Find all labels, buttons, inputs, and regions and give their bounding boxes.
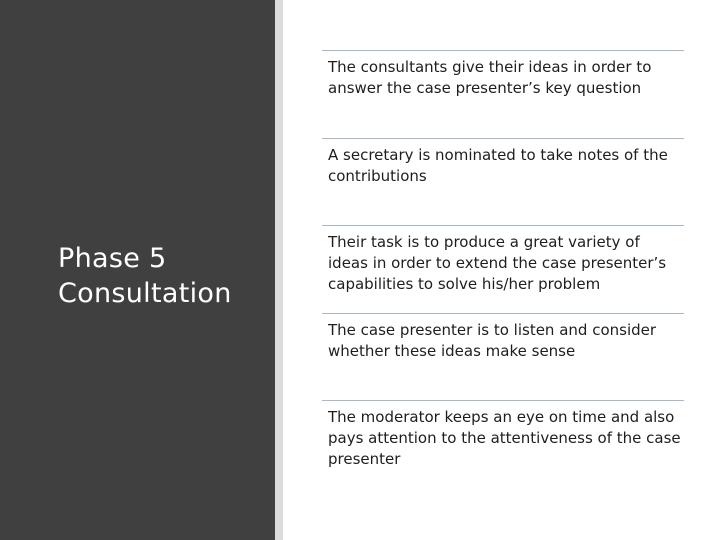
list-item [322,225,684,313]
list-item-text: The case presenter is to listen and consider whether these ideas make sense [328,320,657,360]
list-item-text: The consultants give their ideas in order to answer the case presenter’s key question [328,58,652,97]
list-item [322,138,684,226]
list-item [322,400,684,488]
list-item [322,50,684,138]
bullet-list [322,50,684,488]
list-item-text: A secretary is nominated to take notes of the contributions [328,145,668,185]
list-item-text: The moderator keeps an eye on time and also pays attention to the attentiveness of the case presenter [328,408,681,468]
panel-edge-divider [275,0,283,540]
slide-title-line-1: Phase 5 [58,243,167,274]
list-item [322,313,684,401]
slide-title-line-2: Consultation [58,278,232,309]
list-item-text: Their task is to produce a great variety of ideas in order to extend the case presenter’s capabilities to solve his/her problem [328,233,667,293]
slide-title [58,241,268,311]
